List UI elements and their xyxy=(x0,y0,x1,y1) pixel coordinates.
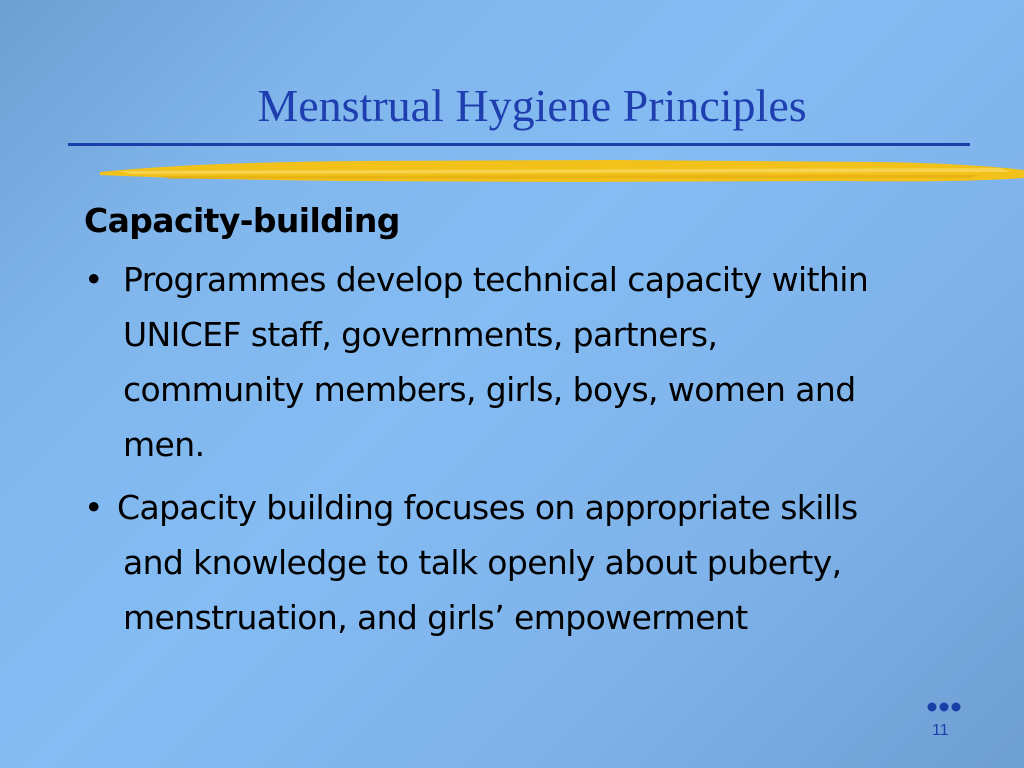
title-divider xyxy=(68,143,970,146)
section-heading: Capacity-building xyxy=(84,201,400,240)
brush-stroke-icon xyxy=(100,156,1024,188)
slide-title: Menstrual Hygiene Principles xyxy=(257,80,807,131)
bullet-text-line: menstruation, and girls’ empowerment xyxy=(123,598,748,637)
page-number: 11 xyxy=(932,722,949,739)
slide-body xyxy=(84,198,994,653)
bullet-item xyxy=(84,252,994,472)
bullet-text-line: Capacity building focuses on appropriate skills xyxy=(117,488,858,527)
bullet-marker: • xyxy=(84,488,103,527)
bullet-item xyxy=(84,480,994,645)
bullet-text-line: and knowledge to talk openly about puberty, xyxy=(123,543,842,582)
bullet-marker: • xyxy=(84,260,103,299)
bullet-text-line: UNICEF staff, governments, partners, xyxy=(123,315,718,354)
bullet-text-line: Programmes develop technical capacity within xyxy=(123,260,869,299)
bullet-text-line: men. xyxy=(123,425,205,464)
bullet-text-line: community members, girls, boys, women and xyxy=(123,370,856,409)
three-dots-icon xyxy=(926,700,966,714)
